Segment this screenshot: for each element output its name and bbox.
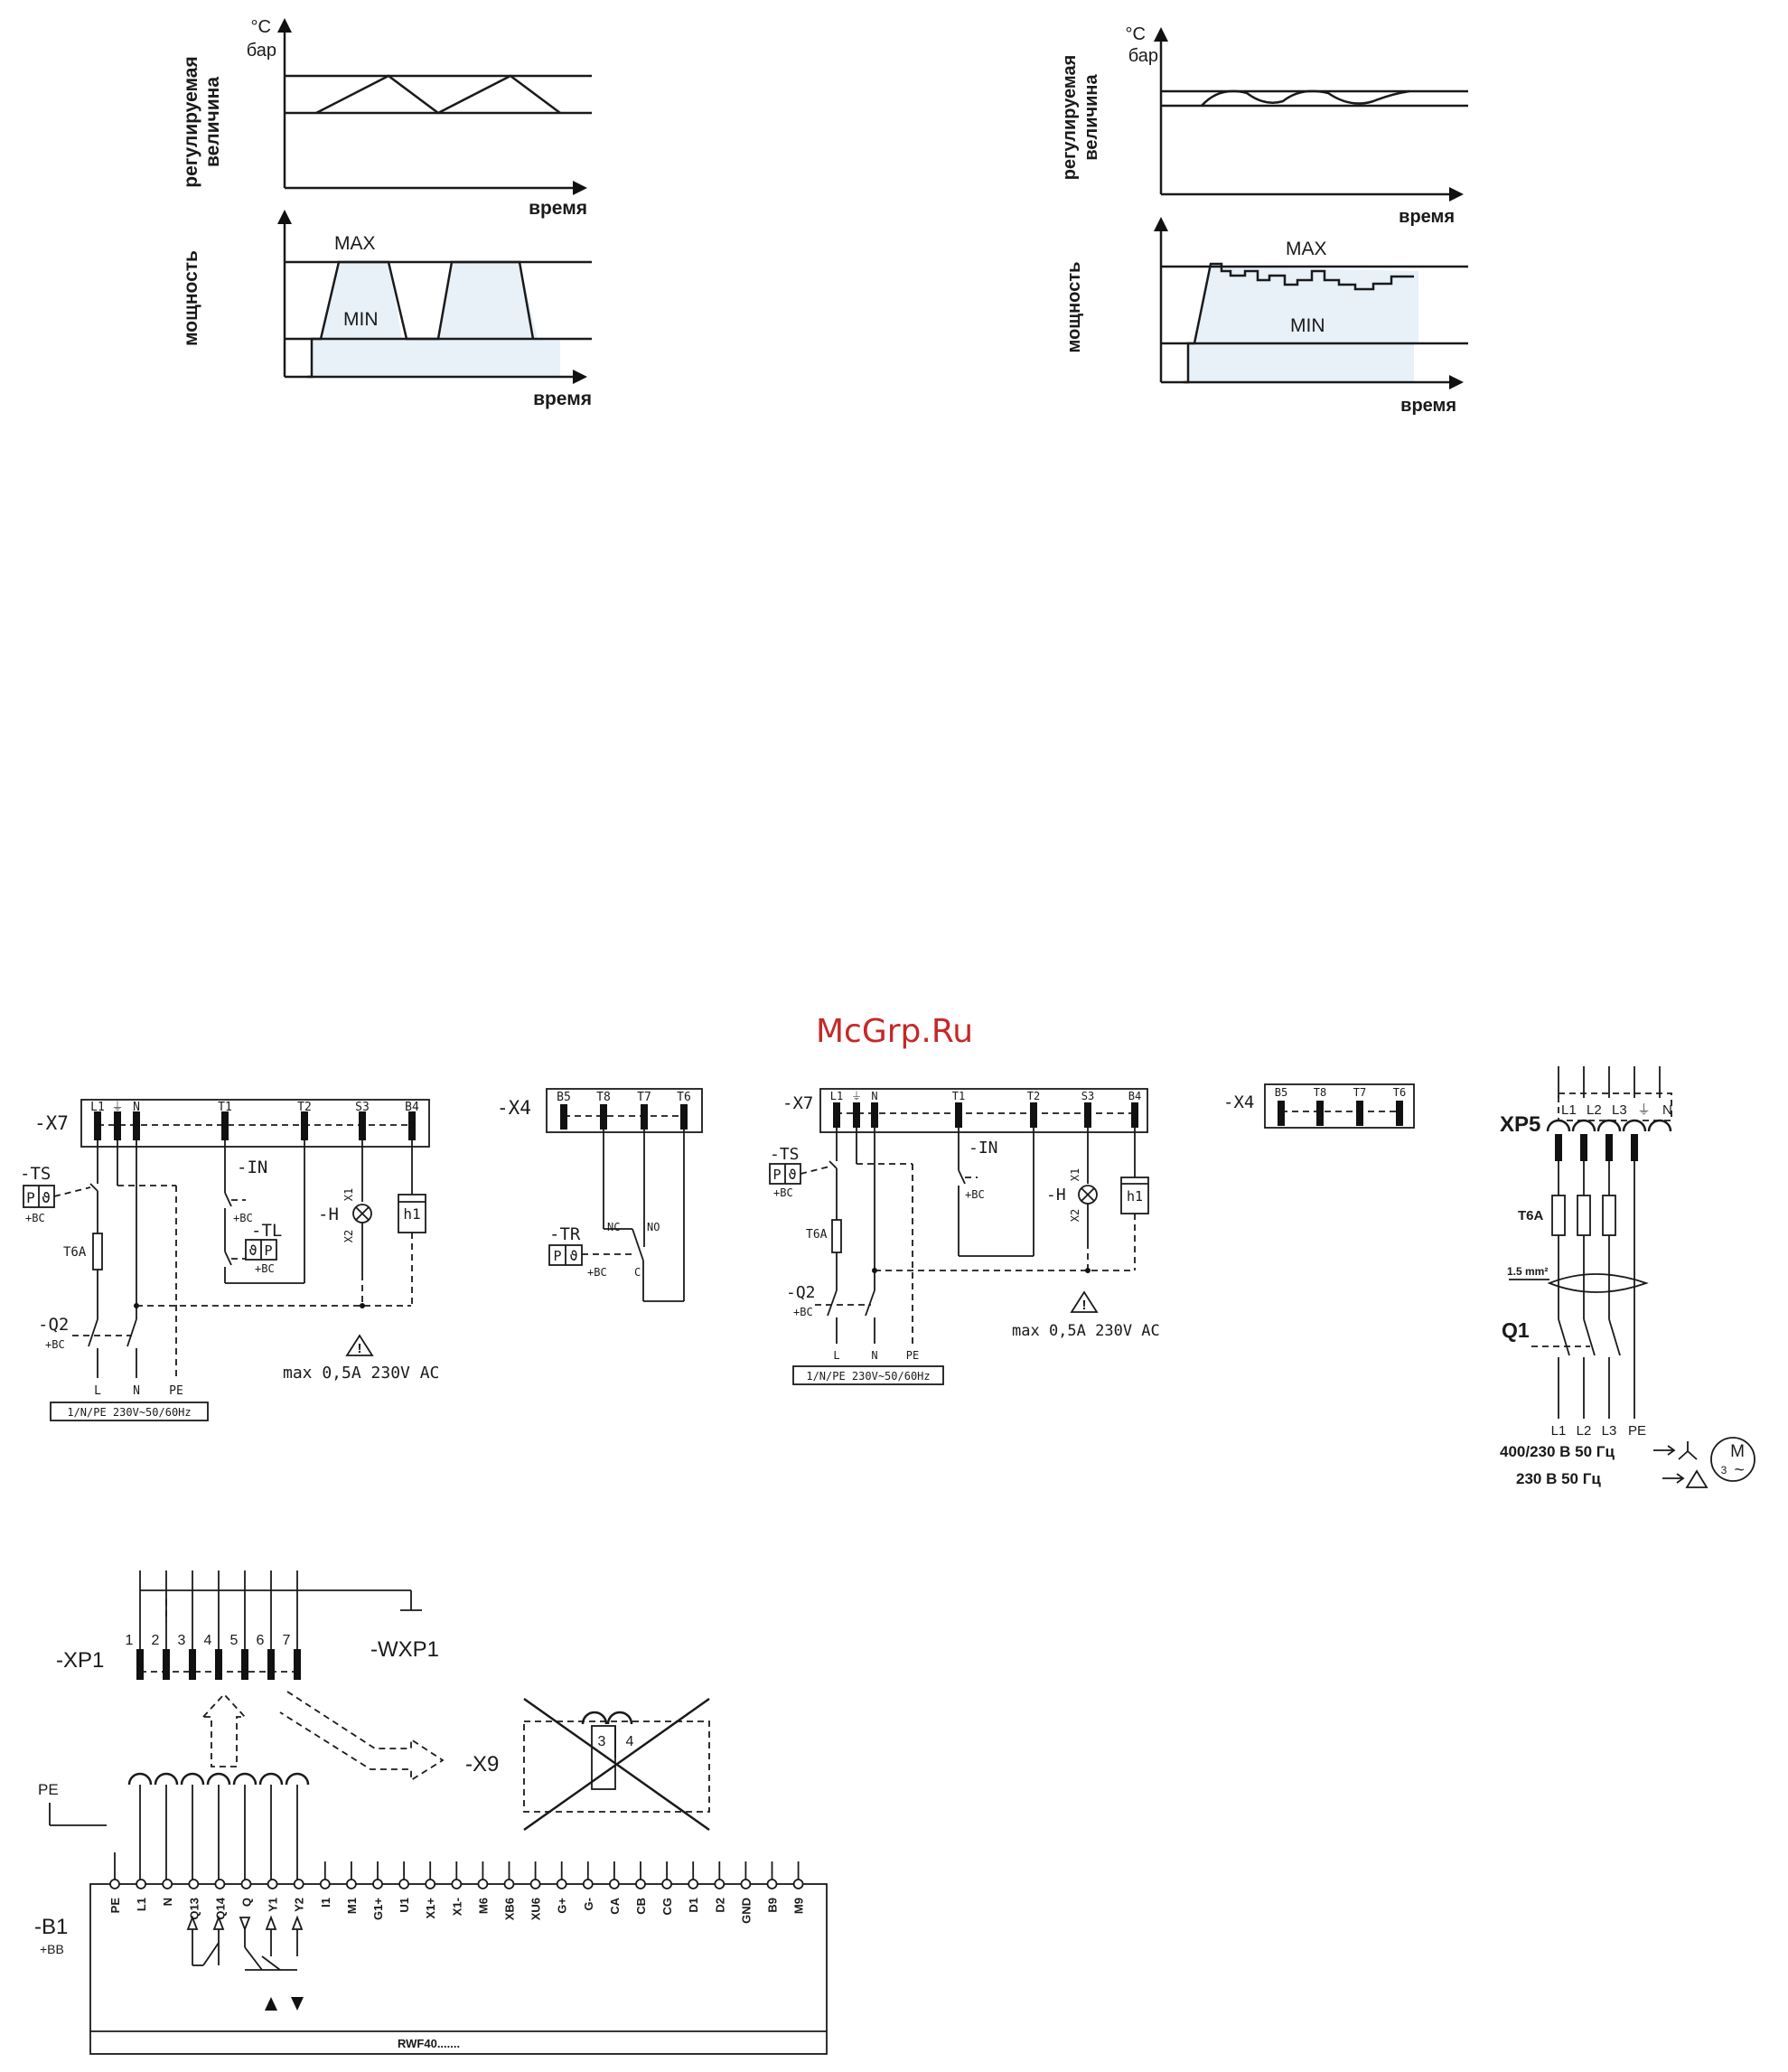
b1-terminal-14 [478, 1880, 487, 1889]
b1-terminal-label: G+ [555, 1898, 569, 1914]
h1-label: h1 [403, 1205, 421, 1223]
x-label-time: время [529, 198, 587, 219]
regulated-curve [316, 76, 560, 113]
voltage-star-label: 400/230 В 50 Гц [1500, 1443, 1615, 1460]
max-current-label: max 0,5A 230V AC [1012, 1322, 1160, 1340]
b1-terminal-label: B9 [765, 1898, 780, 1913]
term-T6: T6 [1392, 1086, 1407, 1099]
b1-terminal-11 [399, 1880, 408, 1889]
bc-label: +BC [773, 1186, 793, 1199]
xp1-pin-5: 5 [229, 1633, 239, 1648]
b1-terminal-label: X1+ [424, 1898, 438, 1919]
q1-label: Q1 [1502, 1318, 1530, 1342]
wxp1-label: -WXP1 [370, 1637, 440, 1662]
graph-right-modulating [1060, 24, 1468, 416]
max-label: MAX [334, 233, 376, 254]
b1-terminal-1 [136, 1880, 145, 1889]
b1-terminal-label: Y1 [266, 1898, 280, 1912]
b1-terminal-label: M6 [476, 1898, 491, 1915]
term-T7: T7 [637, 1091, 651, 1104]
term-L1: L1 [90, 1101, 105, 1114]
b1-terminal-16 [531, 1880, 540, 1889]
b1-terminal-label: CB [634, 1898, 648, 1915]
y-label-power: мощность [181, 250, 201, 346]
supply-label: 1/N/PE 230V~50/60Hz [67, 1406, 192, 1419]
model-label: RWF40....... [398, 2037, 461, 2050]
xp5-fuse-label: T6A [1518, 1208, 1544, 1224]
term-T8: T8 [596, 1091, 611, 1104]
circuit-x7-middle [770, 1089, 1160, 1384]
tl-pressure: P [264, 1242, 273, 1259]
term-earth: ⏚ [111, 1101, 124, 1114]
xp5-term-earth: ⏚ [1637, 1102, 1652, 1118]
bc-label: +BC [25, 1212, 45, 1224]
term-T7: T7 [1353, 1086, 1367, 1099]
term-T8: T8 [1313, 1086, 1327, 1099]
x2-label: X2 [342, 1229, 355, 1243]
term-earth: ⏚ [850, 1090, 863, 1102]
unit-c-label: °C [1125, 24, 1146, 44]
h-label: -H [318, 1205, 339, 1224]
graph-left-stepped [181, 17, 592, 409]
bc-label: +BC [255, 1262, 275, 1275]
tr-temp: ϑ [569, 1248, 578, 1264]
xp5-term-L3: L3 [1612, 1102, 1627, 1118]
y-label-regulated-2: величина [202, 76, 223, 168]
term-B4: B4 [1128, 1090, 1142, 1102]
b1-terminal-label: G- [581, 1898, 595, 1911]
y-label-regulated-1: регулируемая [1060, 54, 1080, 181]
fuse-label: T6A [63, 1245, 87, 1260]
b1-terminal-2 [163, 1880, 172, 1889]
b1-terminal-25 [768, 1880, 777, 1889]
xp1-pin-4: 4 [203, 1633, 212, 1648]
b1-terminal-21 [662, 1880, 671, 1889]
c-label: C [634, 1266, 641, 1279]
circuit-x4-tr [497, 1089, 702, 1301]
xp1-label: -XP1 [56, 1648, 105, 1673]
b1-terminal-label: U1 [398, 1898, 412, 1913]
x1-label: X1 [342, 1187, 355, 1202]
pe-label: PE [38, 1781, 59, 1798]
b1-terminal-label: D1 [687, 1898, 701, 1913]
x4-label: -X4 [497, 1097, 531, 1119]
x-label-time: время [1400, 396, 1456, 416]
tl-temp: ϑ [248, 1242, 257, 1259]
b1-terminal-label: I1 [318, 1898, 332, 1908]
bc-label: +BC [965, 1188, 985, 1201]
b1-terminal-label: L1 [135, 1898, 149, 1912]
b1-terminal-label: Q [239, 1898, 254, 1908]
b1-terminal-24 [741, 1880, 750, 1889]
warning-icon: ! [357, 1341, 362, 1356]
term-B5: B5 [557, 1091, 571, 1104]
xp5-term-L1: L1 [1561, 1102, 1577, 1118]
b1-terminal-label: G1+ [371, 1898, 385, 1920]
x1-label: X1 [1069, 1167, 1081, 1182]
ts-label: -TS [770, 1145, 800, 1164]
supply-PE: PE [905, 1349, 920, 1362]
h-label: -H [1046, 1186, 1066, 1205]
b1-terminal-label: N [161, 1898, 175, 1907]
supply-N: N [871, 1349, 878, 1362]
b1-terminal-label: Y2 [292, 1898, 306, 1912]
x2-label: X2 [1069, 1208, 1081, 1223]
ts-temp: ϑ [788, 1167, 797, 1183]
y-label-power: мощность [1064, 261, 1084, 353]
ts-pressure: P [772, 1167, 782, 1183]
b1-terminal-label: Q14 [213, 1898, 228, 1920]
term-N: N [133, 1101, 140, 1114]
motor-tilde: ~ [1734, 1461, 1745, 1480]
b1-terminal-22 [688, 1880, 697, 1889]
b1-terminal-7 [295, 1880, 304, 1889]
xp1-pin-1: 1 [125, 1633, 134, 1648]
tr-pressure: P [553, 1248, 562, 1264]
tr-label: -TR [549, 1224, 581, 1244]
motor-3: 3 [1720, 1464, 1727, 1477]
x7-label: -X7 [782, 1093, 814, 1113]
xp1-pin-6: 6 [256, 1633, 265, 1648]
b1-terminal-5 [242, 1880, 251, 1889]
xp5-label: XP5 [1500, 1112, 1541, 1137]
up-triangle-icon [265, 1997, 277, 2011]
b1-terminal-9 [347, 1880, 356, 1889]
down-triangle-icon [291, 1997, 304, 2011]
q2-label: -Q2 [38, 1315, 70, 1335]
tl-label: -TL [251, 1221, 283, 1241]
term-T2: T2 [297, 1101, 312, 1114]
x-label-time: время [1399, 207, 1455, 227]
b1-terminal-label: CA [607, 1898, 622, 1915]
x9-label: -X9 [465, 1752, 500, 1777]
x7-label: -X7 [34, 1112, 69, 1134]
nc-label: NC [607, 1221, 621, 1233]
b1-terminal-6 [268, 1880, 277, 1889]
b1-terminal-label: XB6 [502, 1898, 517, 1921]
b1-terminal-label: CG [660, 1898, 675, 1916]
unit-bar-label: бар [246, 41, 276, 61]
circuit-xp5-motor [1500, 1066, 1755, 1487]
ts-pressure: P [26, 1189, 35, 1206]
xp5-term-L2: L2 [1587, 1102, 1602, 1118]
b1-terminal-label: GND [739, 1898, 754, 1924]
b1-label: -B1 [34, 1915, 69, 1939]
terminal-x4-small [1223, 1084, 1414, 1128]
xp1-pin-2: 2 [151, 1633, 160, 1648]
b1-terminal-18 [584, 1880, 593, 1889]
b1-terminal-19 [610, 1880, 619, 1889]
dashed-arrow-to-x9 [280, 1692, 443, 1780]
term-T1: T1 [951, 1090, 966, 1102]
motor-m: M [1730, 1442, 1745, 1461]
term-L1: L1 [829, 1090, 844, 1102]
bc-label: +BC [233, 1212, 253, 1224]
b1-terminal-26 [794, 1880, 803, 1889]
min-label: MIN [343, 309, 379, 330]
term-N: N [871, 1090, 878, 1102]
circuit-b1-rwf40 [34, 1570, 827, 2054]
x4-label: -X4 [1223, 1092, 1255, 1112]
ts-label: -TS [20, 1164, 51, 1184]
xp5-bottom-L1: L1 [1550, 1423, 1567, 1439]
h1-label: h1 [1126, 1188, 1144, 1205]
term-S3: S3 [355, 1101, 370, 1114]
watermark: McGrp.Ru [815, 1013, 974, 1050]
bc-label: +BC [793, 1306, 813, 1318]
xp1-pin-7: 7 [282, 1633, 291, 1648]
x-label-time: время [533, 389, 592, 409]
max-current-label: max 0,5A 230V AC [283, 1364, 440, 1383]
unit-bar-label: бар [1128, 46, 1158, 66]
supply-L: L [94, 1384, 101, 1398]
x9-pin-4: 4 [625, 1734, 634, 1749]
in-label: -IN [237, 1158, 268, 1177]
regulated-curve [1202, 91, 1409, 106]
b1-terminal-20 [636, 1880, 645, 1889]
in-label: -IN [969, 1139, 998, 1158]
xp5-bottom-L3: L3 [1601, 1423, 1617, 1439]
b1-terminal-13 [452, 1880, 461, 1889]
xp1-pin-3: 3 [177, 1633, 186, 1648]
x9-pin-3: 3 [597, 1734, 606, 1749]
bc-label: +BC [587, 1266, 607, 1279]
ts-temp: ϑ [42, 1189, 51, 1206]
term-S3: S3 [1081, 1090, 1095, 1102]
unit-c-label: °C [250, 17, 271, 37]
b1-terminal-15 [505, 1880, 514, 1889]
term-T2: T2 [1026, 1090, 1041, 1102]
no-label: NO [647, 1221, 660, 1233]
b1-terminal-label: PE [108, 1898, 122, 1914]
b1-terminal-10 [373, 1880, 382, 1889]
voltage-delta-label: 230 В 50 Гц [1516, 1470, 1601, 1487]
b1-terminal-3 [189, 1880, 198, 1889]
bb-label: +BB [40, 1942, 64, 1956]
term-B5: B5 [1274, 1086, 1288, 1099]
warning-icon: ! [1081, 1298, 1087, 1313]
q2-label: -Q2 [786, 1283, 816, 1302]
supply-label: 1/N/PE 230V~50/60Hz [806, 1370, 931, 1383]
xp5-bottom-PE: PE [1627, 1423, 1647, 1439]
b1-terminal-label: D2 [713, 1898, 727, 1913]
y-label-regulated-2: величина [1081, 74, 1101, 161]
b1-terminal-17 [557, 1880, 566, 1889]
supply-N: N [133, 1384, 140, 1398]
circuit-x7-left [20, 1100, 439, 1420]
b1-terminal-label: M9 [791, 1898, 806, 1915]
b1-terminal-23 [715, 1880, 724, 1889]
b1-terminal-label: XU6 [529, 1898, 543, 1921]
term-T6: T6 [677, 1091, 691, 1104]
wire-size-label: 1.5 mm² [1507, 1265, 1549, 1278]
b1-terminal-0 [110, 1880, 119, 1889]
b1-terminal-8 [321, 1880, 330, 1889]
b1-terminal-label: X1- [450, 1898, 464, 1917]
xp5-term-N: N [1662, 1102, 1672, 1118]
bc-label: +BC [45, 1338, 65, 1351]
b1-terminal-label: Q13 [187, 1898, 201, 1920]
y-label-regulated-1: регулируемая [181, 56, 201, 188]
b1-terminal-label: M1 [344, 1898, 359, 1915]
b1-terminal-4 [215, 1880, 224, 1889]
supply-L: L [833, 1349, 840, 1362]
fuse-label: T6A [806, 1228, 828, 1242]
term-B4: B4 [405, 1101, 419, 1114]
b1-terminal-12 [426, 1880, 435, 1889]
supply-PE: PE [169, 1384, 183, 1398]
term-T1: T1 [218, 1101, 232, 1114]
dashed-up-arrow [203, 1694, 245, 1767]
max-label: MAX [1286, 239, 1327, 259]
min-label: MIN [1290, 315, 1325, 336]
xp5-bottom-L2: L2 [1576, 1423, 1592, 1439]
